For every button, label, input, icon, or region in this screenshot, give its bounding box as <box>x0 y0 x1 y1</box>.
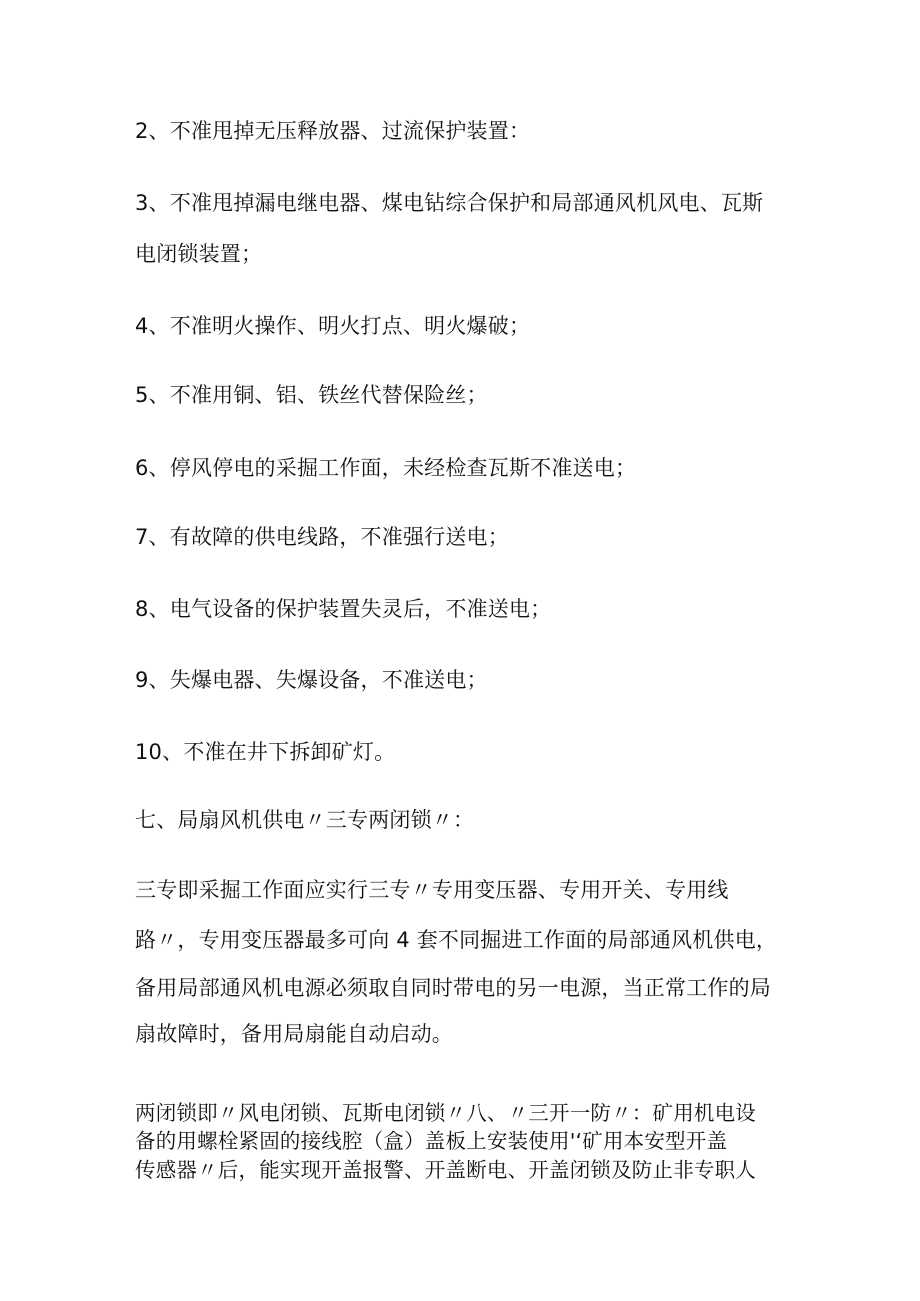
rule-item-10: 10、不准在井下拆卸矿灯。 <box>135 740 396 764</box>
rule-item-8: 8、电气设备的保护装置失灵后，不准送电； <box>135 597 552 621</box>
paragraph-three-special-line-2: 路〃，专用变压器最多可向 4 套不同掘进工作面的局部通风机供电， <box>135 928 778 952</box>
rule-item-9: 9、失爆电器、失爆设备，不准送电； <box>135 668 488 692</box>
section-heading-seven: 七、局扇风机供电〃三专两闭锁〃： <box>135 808 475 832</box>
paragraph-two-locks-line-1: 两闭锁即〃风电闭锁、瓦斯电闭锁〃八、〃三开一防〃：矿用机电设 <box>135 1101 756 1125</box>
rule-item-4: 4、不准明火操作、明火打点、明火爆破； <box>135 314 531 338</box>
paragraph-three-special-line-1: 三专即采掘工作面应实行三专〃专用变压器、专用开关、专用线 <box>135 878 729 902</box>
rule-item-6: 6、停风停电的采掘工作面，未经检查瓦斯不准送电； <box>135 456 637 480</box>
rule-item-2: 2、不准甩掉无压释放器、过流保护装置： <box>135 119 531 143</box>
paragraph-three-special-line-4: 扇故障时，备用局扇能自动启动。 <box>135 1022 453 1046</box>
rule-item-3-line-2: 电闭锁装置； <box>135 242 263 266</box>
rule-item-5: 5、不准用铜、铝、铁丝代替保险丝； <box>135 383 488 407</box>
paragraph-two-locks-line-2: 备的用螺栓紧固的接线腔（盒）盖板上安装使用'‘矿用本安型开盖 <box>135 1129 728 1153</box>
paragraph-two-locks-line-3: 传感器〃后，能实现开盖报警、开盖断电、开盖闭锁及防止非专职人 <box>135 1158 756 1182</box>
paragraph-three-special-line-3: 备用局部通风机电源必须取自同时带电的另一电源，当正常工作的局 <box>135 976 771 1000</box>
rule-item-7: 7、有故障的供电线路，不准强行送电； <box>135 525 509 549</box>
rule-item-3-line-1: 3、不准甩掉漏电继电器、煤电钻综合保护和局部通风机风电、瓦斯 <box>135 191 764 215</box>
